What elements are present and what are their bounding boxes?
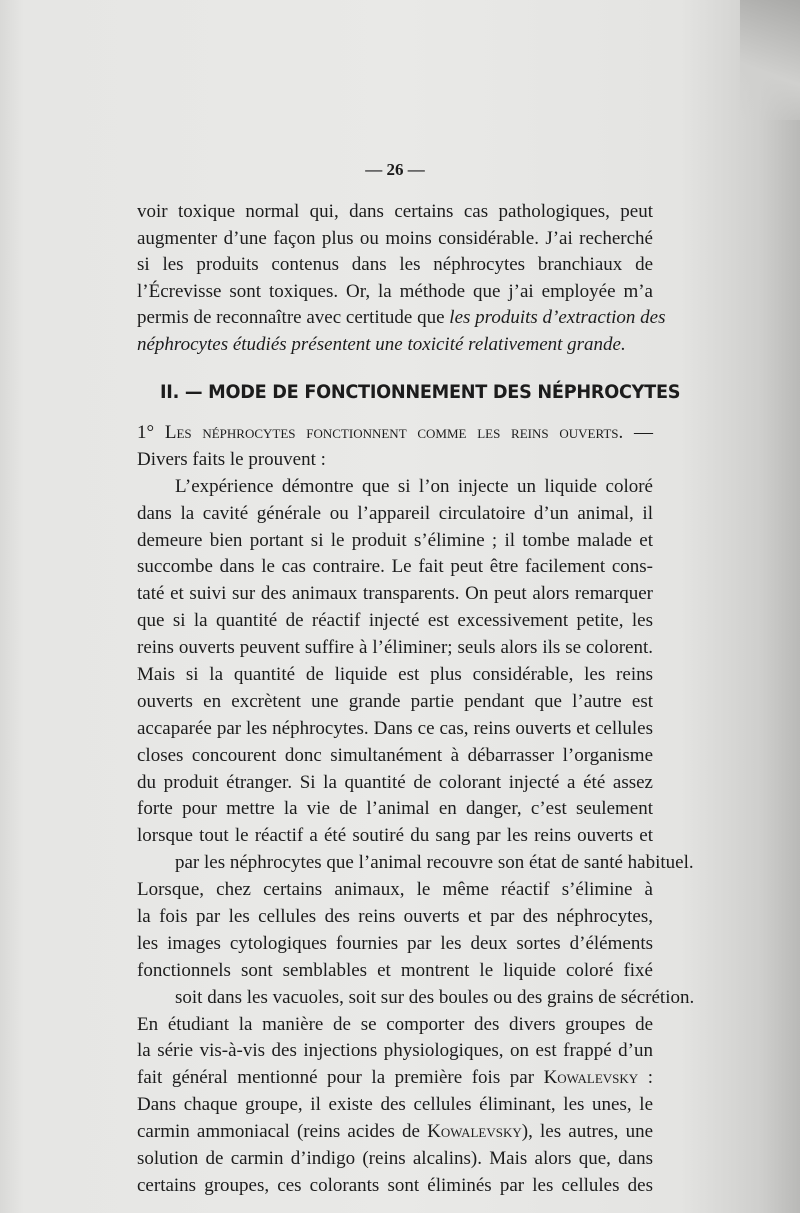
paragraph-2 (137, 420, 695, 1200)
page-curl-shadow (740, 0, 800, 120)
text-line (137, 420, 653, 447)
text-segment: carmin ammoniacal (reins acides de (137, 1121, 428, 1143)
text-line: reins ouverts peuvent suffire à l’éliminer; seuls alors ils se colorent. (137, 637, 653, 659)
text-line: demeure bien portant si le produit s’élimine ; il tombe malade et (137, 529, 653, 551)
text-line: soit dans les vacuoles, soit sur des boules ou des grains de sécrétion. (175, 986, 695, 1008)
text-line: Dans chaque groupe, il existe des cellules éliminant, les unes, le (137, 1094, 653, 1116)
text-line: la fois par les cellules des reins ouverts et par des néphrocytes, (137, 906, 653, 928)
text-line: voir toxique normal qui, dans certains cas pathologiques, peut (137, 201, 653, 222)
text-segment: Les néphrocytes fonctionnent comme les reins ouverts. (164, 422, 624, 443)
text-line: Mais si la quantité de liquide est plus considérable, les reins (137, 664, 653, 686)
text-line: du produit étranger. Si la quantité de colorant injecté a été assez (137, 771, 653, 793)
text-line: En étudiant la manière de se comporter des divers groupes de (137, 1013, 653, 1035)
text-line: ouverts en excrètent une grande partie pendant que l’autre est (137, 690, 653, 712)
text-line: fonctionnels sont semblables et montrent le liquide coloré fixé (137, 959, 653, 981)
text-segment: fait général mentionné pour la première fois par (137, 1067, 544, 1089)
text-line: closes concourent donc simultanément à débarrasser l’organisme (137, 744, 653, 766)
text-line: certains groupes, ces colorants sont éliminés par les cellules des (137, 1174, 653, 1196)
text-line: si les produits contenus dans les néphrocytes branchiaux de (137, 254, 653, 276)
text-segment: — (623, 422, 654, 443)
text-segment: Kowalevsky (427, 1121, 522, 1143)
text-line: L’expérience démontre que si l’on injecte un liquide coloré (175, 475, 653, 497)
text-segment: les produits d’extraction des (449, 307, 666, 329)
text-line: solution de carmin d’indigo (reins alcalins). Mais alors que, dans (137, 1148, 653, 1170)
text-segment: : (638, 1067, 653, 1089)
text-line: Divers faits le prouvent : (137, 448, 326, 470)
text-line: taté et suivi sur des animaux transparents. On peut alors remarquer (137, 583, 653, 605)
text-line: forte pour mettre la vie de l’animal en danger, c’est seulement (137, 798, 653, 820)
text-line (137, 1119, 653, 1146)
section-heading: II. — MODE DE FONCTIONNEMENT DES NÉPHROCYTES (160, 381, 681, 403)
text-line (137, 1065, 653, 1092)
text-segment: néphrocytes étudiés présentent une toxicité relativement grande. (137, 333, 626, 355)
text-line: dans la cavité générale ou l’appareil circulatoire d’un animal, il (137, 502, 653, 524)
text-segment: ), les autres, une (521, 1121, 654, 1143)
text-line: que si la quantité de réactif injecté est excessivement petite, les (137, 610, 653, 632)
paragraph-1 (137, 199, 666, 359)
text-segment: Kowalevsky (543, 1067, 639, 1089)
text-line: l’Écrevisse sont toxiques. Or, la méthode que j’ai employée m’a (137, 280, 653, 302)
text-line: augmenter d’une façon plus ou moins considérable. J’ai recherché (137, 227, 653, 249)
text-line: les images cytologiques fournies par les deux sortes d’éléments (137, 932, 653, 954)
text-line (137, 305, 666, 332)
text-line: accaparée par les néphrocytes. Dans ce cas, reins ouverts et cellules (137, 717, 653, 739)
text-line: succombe dans le cas contraire. Le fait peut être facilement cons- (137, 556, 653, 578)
text-line: Lorsque, chez certains animaux, le même réactif s’élimine à (137, 879, 653, 901)
text-line: par les néphrocytes que l’animal recouvre son état de santé habituel. (175, 852, 694, 874)
page-number: — 26 — (365, 160, 425, 179)
text-line: la série vis-à-vis des injections physiologiques, on est frappé d’un (137, 1040, 653, 1062)
text-segment: 1° (137, 422, 165, 443)
text-line: lorsque tout le réactif a été soutiré du sang par les reins ouverts et (137, 825, 653, 847)
text-segment: permis de reconnaître avec certitude que (137, 307, 450, 329)
text-line (137, 332, 653, 359)
